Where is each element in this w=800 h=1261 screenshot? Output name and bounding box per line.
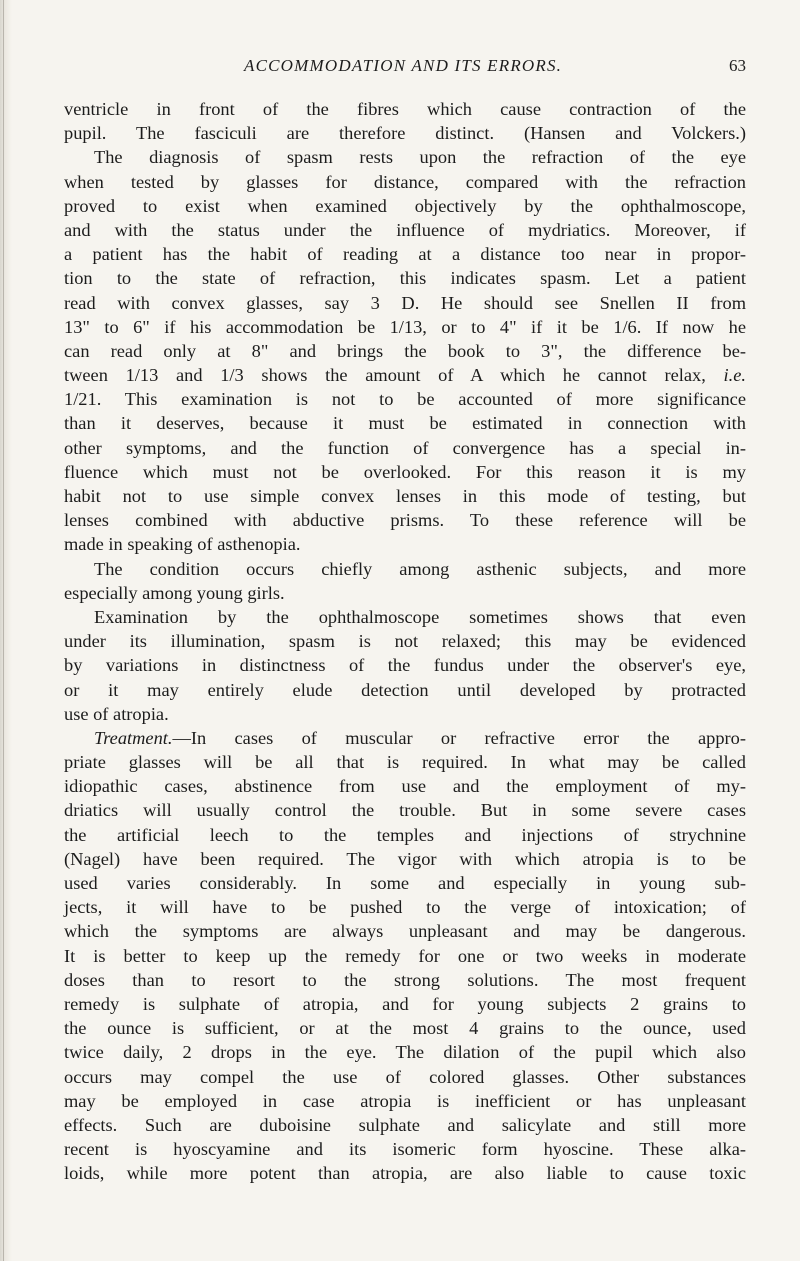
text-line: a patient has the habit of reading at a distance too near in propor-: [64, 244, 746, 265]
text-line: loids, while more potent than atropia, are also liable to cause toxic: [64, 1163, 746, 1184]
text-line: fluence which must not be overlooked. For this reason it is my: [64, 461, 746, 482]
text-line: ventricle in front of the fibres which cause contraction of the: [64, 99, 746, 119]
text-line: by variations in distinctness of the fundus under the observer's eye,: [64, 655, 746, 676]
treatment-paragraph-start: Treatment.—In cases of muscular or refractive error the appro-: [94, 727, 746, 748]
running-head: ACCOMMODATION AND ITS ERRORS.: [244, 56, 563, 75]
text-line: occurs may compel the use of colored glasses. Other substances: [64, 1066, 746, 1087]
text-line: idiopathic cases, abstinence from use and the employment of my-: [64, 776, 746, 797]
text-line: proved to exist when examined objectively by the ophthalmoscope,: [64, 195, 746, 216]
text-line: habit not to use simple convex lenses in this mode of testing, but: [64, 486, 746, 506]
text-line: used varies considerably. In some and especially in young sub-: [64, 873, 746, 893]
page-header: [64, 56, 746, 82]
text-line: the artificial leech to the temples and injections of strychnine: [64, 824, 746, 845]
text-line: (Nagel) have been required. The vigor with which atropia is to be: [64, 848, 746, 869]
text-line: doses than to resort to the strong solutions. The most frequent: [64, 969, 746, 990]
text-line: driatics will usually control the trouble. But in some severe cases: [64, 800, 746, 821]
text-line: It is better to keep up the remedy for one or two weeks in moderate: [64, 945, 746, 966]
paragraph-start-line: The condition occurs chiefly among asthenic subjects, and more: [94, 558, 746, 579]
text-line: read with convex glasses, say 3 D. He should see Snellen II from: [64, 292, 746, 313]
paragraph-end-line: made in speaking of asthenopia.: [64, 534, 301, 555]
text-line: and with the status under the influence of mydriatics. Moreover, if: [64, 219, 746, 240]
text-line: tion to the state of refraction, this indicates spasm. Let a patient: [64, 268, 746, 289]
paragraph-start-line: Examination by the ophthalmoscope sometimes shows that even: [94, 606, 746, 627]
paragraph-end-line: especially among young girls.: [64, 582, 285, 603]
text-line: the ounce is sufficient, or at the most 4 grains to the ounce, used: [64, 1018, 746, 1039]
text-line: under its illumination, spasm is not relaxed; this may be evidenced: [64, 631, 746, 652]
text-line: twice daily, 2 drops in the eye. The dilation of the pupil which also: [64, 1042, 746, 1063]
text-line: than it deserves, because it must be estimated in connection with: [64, 413, 746, 434]
text-line: jects, it will have to be pushed to the verge of intoxication; of: [64, 897, 746, 918]
text-line: effects. Such are duboisine sulphate and salicylate and still more: [64, 1114, 746, 1135]
text-line: can read only at 8" and brings the book to 3", the difference be-: [64, 340, 746, 361]
text-line: remedy is sulphate of atropia, and for young subjects 2 grains to: [64, 993, 746, 1014]
text-line: may be employed in case atropia is inefficient or has unpleasant: [64, 1090, 746, 1111]
text-line: recent is hyoscyamine and its isomeric form hyoscine. These alka-: [64, 1139, 746, 1160]
text-line: pupil. The fasciculi are therefore distinct. (Hansen and Volckers.): [64, 123, 746, 144]
text-line: tween 1/13 and 1/3 shows the amount of A which he cannot relax, i.e.: [64, 365, 746, 386]
paragraph-end-line: use of atropia.: [64, 703, 169, 724]
paragraph-start-line: The diagnosis of spasm rests upon the refraction of the eye: [94, 147, 746, 168]
page-number: 63: [729, 56, 746, 75]
text-line: other symptoms, and the function of convergence has a special in-: [64, 437, 746, 458]
page-binding-edge: [3, 0, 4, 1261]
text-line: or it may entirely elude detection until developed by protracted: [64, 679, 746, 700]
body-text: [64, 97, 746, 1185]
text-line: priate glasses will be all that is required. In what may be called: [64, 752, 746, 773]
text-line: lenses combined with abductive prisms. To these reference will be: [64, 510, 746, 531]
text-line: 13" to 6" if his accommodation be 1/13, or to 4" if it be 1/6. If now he: [64, 316, 746, 337]
page-binding-shadow: [0, 0, 12, 1261]
text-line: 1/21. This examination is not to be accounted of more significance: [64, 389, 746, 410]
text-line: when tested by glasses for distance, compared with the refraction: [64, 171, 746, 192]
text-line: which the symptoms are always unpleasant and may be dangerous.: [64, 921, 746, 942]
